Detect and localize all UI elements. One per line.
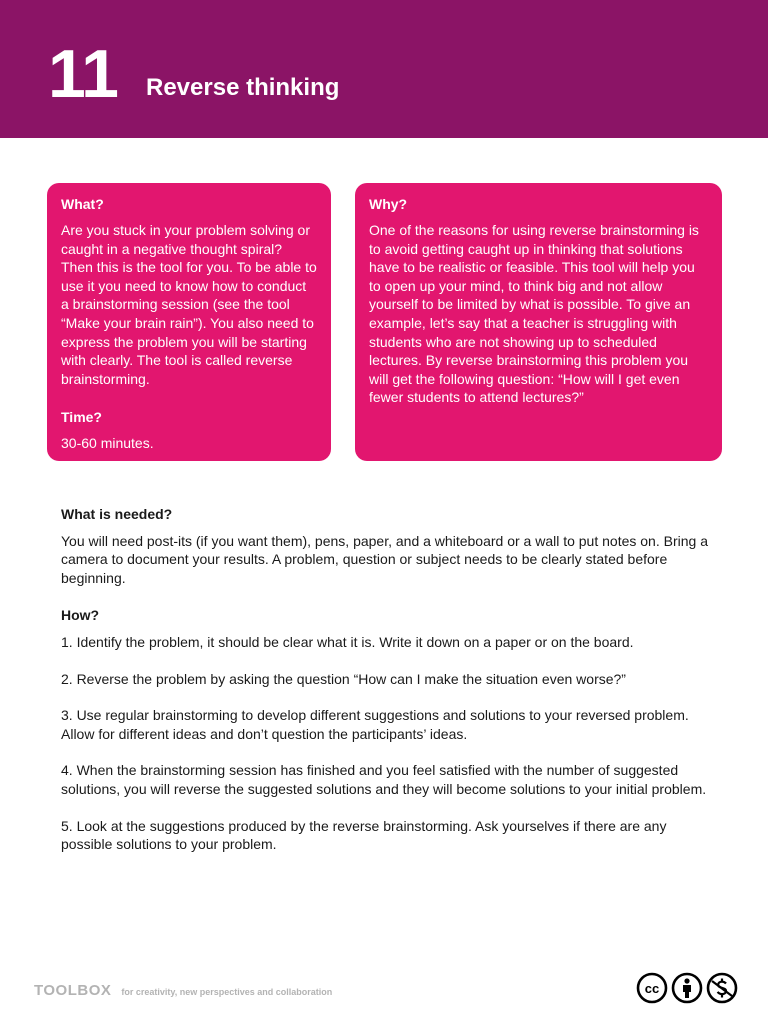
page-title: Reverse thinking	[146, 74, 340, 101]
how-step-4: 4. When the brainstorming session has finished and you feel satisfied with the number of suggested solutions, you will reverse the suggested solutions and they will become solutions to your initial problem.	[61, 762, 707, 797]
footer	[34, 982, 332, 1006]
footer-brand: TOOLBOX	[34, 982, 112, 999]
cc-icon-text: cc	[644, 981, 660, 996]
how-step-1: 1. Identify the problem, it should be clear what it is. Write it down on a paper or on the board.	[61, 633, 634, 650]
cc-icon	[636, 972, 668, 1004]
time-text: 30-60 minutes.	[61, 435, 154, 452]
how-step-3: 3. Use regular brainstorming to develop different suggestions and solutions to your reversed problem. Allow for different ideas and don’t question the participants’ ideas.	[61, 707, 689, 742]
how-step-2: 2. Reverse the problem by asking the question “How can I make the situation even worse?”	[61, 670, 626, 687]
needed-text: You will need post-its (if you want them), pens, paper, and a whiteboard or a wall to put notes on. Bring a camera to document your results. A problem, question or subject needs to be clearly stated before beginning.	[61, 532, 708, 586]
needed-heading: What is needed?	[61, 506, 173, 522]
footer-tagline: for creativity, new perspectives and collaboration	[121, 987, 333, 997]
what-heading: What?	[61, 196, 104, 212]
main-content	[61, 505, 721, 872]
why-text: One of the reasons for using reverse brainstorming is to avoid getting caught up in thinking that solutions have to be realistic or feasible. This tool will help you to open up your mind, to think big and not allow yourself to be limited by what is possible. To give an example, let’s say that a teacher is struggling with students who are not showing up to scheduled lectures. By reverse brainstorming this problem you will get the following question: “How will I get even fewer students to attend lectures?”	[369, 222, 699, 406]
how-heading: How?	[61, 607, 100, 624]
what-text: Are you stuck in your problem solving or caught in a negative thought spiral? Then this is the tool for you. To be able to use it you need to know how to conduct a brainstorming session (see the tool “Make your brain rain”). You also need to express the problem you will be starting with clearly. The tool is called reverse brainstorming.	[61, 222, 317, 387]
why-card	[355, 183, 722, 461]
tool-number: 11	[48, 36, 118, 112]
page-header	[0, 0, 768, 138]
attribution-icon	[671, 972, 703, 1004]
how-step-5: 5. Look at the suggestions produced by the reverse brainstorming. Ask yourselves if there are any possible solutions to your problem.	[61, 817, 667, 853]
time-heading: Time?	[61, 409, 102, 426]
why-heading: Why?	[369, 196, 408, 212]
license-icons	[636, 972, 740, 1006]
noncommercial-icon	[706, 972, 738, 1004]
what-card	[47, 183, 331, 461]
